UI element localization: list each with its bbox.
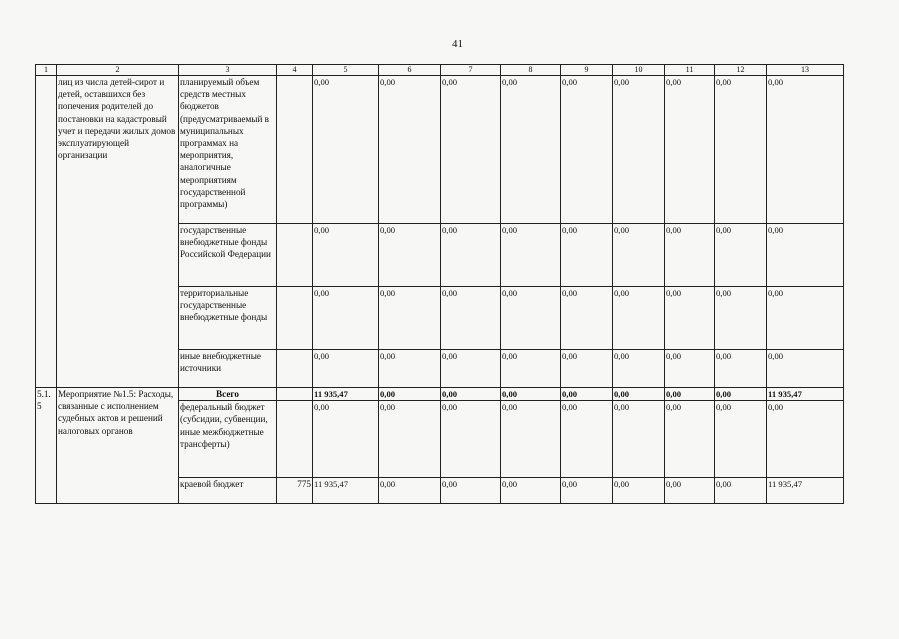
table-row — [36, 76, 844, 224]
value-cell: 0,00 — [613, 76, 665, 224]
value-cell: 0,00 — [613, 350, 665, 388]
value-cell: 0,00 — [313, 224, 379, 287]
funding-source-cell: территориальные государственные внебюджетные фонды — [179, 287, 277, 350]
value-cell: 0,00 — [379, 478, 441, 504]
column-number: 6 — [379, 65, 441, 76]
value-cell: 0,00 — [613, 287, 665, 350]
value-cell: 0,00 — [767, 401, 844, 478]
value-cell: 0,00 — [501, 76, 561, 224]
value-cell: 0,00 — [715, 388, 767, 401]
value-cell: 0,00 — [313, 350, 379, 388]
value-cell: 0,00 — [613, 401, 665, 478]
table-row — [36, 388, 844, 401]
value-cell: 0,00 — [313, 76, 379, 224]
value-cell: 0,00 — [441, 388, 501, 401]
value-cell: 0,00 — [561, 287, 613, 350]
value-cell: 0,00 — [715, 287, 767, 350]
column-number: 1 — [36, 65, 57, 76]
value-cell: 0,00 — [715, 401, 767, 478]
funding-source-cell: краевой бюджет — [179, 478, 277, 504]
value-cell: 0,00 — [313, 401, 379, 478]
funding-source-cell: Всего — [179, 388, 277, 401]
value-cell: 0,00 — [665, 401, 715, 478]
row-number-cell: 5.1.5 — [36, 388, 57, 504]
measure-name-cell: Мероприятие №1.5: Расходы, связанные с исполнением судебных актов и решений налоговых органов — [57, 388, 179, 504]
budget-table — [35, 64, 844, 504]
value-cell: 0,00 — [561, 350, 613, 388]
page-number: 41 — [452, 38, 463, 50]
value-cell: 0,00 — [501, 224, 561, 287]
value-cell: 0,00 — [379, 401, 441, 478]
value-cell: 0,00 — [767, 287, 844, 350]
row-number-cell — [36, 76, 57, 388]
column-number: 13 — [767, 65, 844, 76]
value-cell: 11 935,47 — [313, 478, 379, 504]
value-cell: 0,00 — [715, 350, 767, 388]
value-cell: 0,00 — [441, 350, 501, 388]
measure-name-cell: лиц из числа детей-сирот и детей, оставшихся без попечения родителей до постановки на кадастровый учет и передачи жилых домов эксплуатирующей организации — [57, 76, 179, 388]
value-cell: 0,00 — [561, 388, 613, 401]
column-number: 10 — [613, 65, 665, 76]
column-number: 8 — [501, 65, 561, 76]
budget-code-cell — [277, 401, 313, 478]
value-cell: 0,00 — [715, 76, 767, 224]
value-cell: 0,00 — [665, 388, 715, 401]
value-cell: 11 935,47 — [313, 388, 379, 401]
value-cell: 11 935,47 — [767, 478, 844, 504]
value-cell: 0,00 — [665, 287, 715, 350]
column-number: 7 — [441, 65, 501, 76]
column-number-row — [36, 65, 844, 76]
value-cell: 0,00 — [501, 350, 561, 388]
value-cell: 0,00 — [379, 224, 441, 287]
value-cell: 0,00 — [441, 401, 501, 478]
funding-source-cell: планируемый объем средств местных бюджетов (предусматриваемый в муниципальных программах на мероприятия, аналогичные мероприятиям государственной программы) — [179, 76, 277, 224]
value-cell: 0,00 — [613, 224, 665, 287]
value-cell: 0,00 — [767, 76, 844, 224]
value-cell: 0,00 — [379, 350, 441, 388]
column-number: 2 — [57, 65, 179, 76]
value-cell: 0,00 — [441, 287, 501, 350]
column-number: 4 — [277, 65, 313, 76]
value-cell: 0,00 — [501, 478, 561, 504]
budget-code-cell — [277, 350, 313, 388]
column-number: 11 — [665, 65, 715, 76]
value-cell: 0,00 — [715, 478, 767, 504]
column-number: 12 — [715, 65, 767, 76]
value-cell: 0,00 — [379, 388, 441, 401]
budget-code-cell — [277, 388, 313, 401]
budget-code-cell — [277, 76, 313, 224]
value-cell: 0,00 — [561, 478, 613, 504]
value-cell: 0,00 — [665, 76, 715, 224]
funding-source-cell: иные внебюджетные источники — [179, 350, 277, 388]
value-cell: 0,00 — [501, 388, 561, 401]
value-cell: 11 935,47 — [767, 388, 844, 401]
value-cell: 0,00 — [613, 388, 665, 401]
column-number: 3 — [179, 65, 277, 76]
value-cell: 0,00 — [379, 287, 441, 350]
value-cell: 0,00 — [501, 287, 561, 350]
column-number: 5 — [313, 65, 379, 76]
value-cell: 0,00 — [715, 224, 767, 287]
funding-source-cell: федеральный бюджет (субсидии, субвенции, иные межбюджетные трансферты) — [179, 401, 277, 478]
value-cell: 0,00 — [561, 401, 613, 478]
value-cell: 0,00 — [767, 224, 844, 287]
value-cell: 0,00 — [613, 478, 665, 504]
budget-code-cell — [277, 287, 313, 350]
value-cell: 0,00 — [561, 224, 613, 287]
value-cell: 0,00 — [665, 478, 715, 504]
value-cell: 0,00 — [665, 224, 715, 287]
value-cell: 0,00 — [441, 478, 501, 504]
value-cell: 0,00 — [441, 224, 501, 287]
value-cell: 0,00 — [441, 76, 501, 224]
value-cell: 0,00 — [379, 76, 441, 224]
column-number: 9 — [561, 65, 613, 76]
value-cell: 0,00 — [665, 350, 715, 388]
value-cell: 0,00 — [501, 401, 561, 478]
value-cell: 0,00 — [561, 76, 613, 224]
funding-source-cell: государственные внебюджетные фонды Российской Федерации — [179, 224, 277, 287]
value-cell: 0,00 — [313, 287, 379, 350]
value-cell: 0,00 — [767, 350, 844, 388]
budget-code-cell — [277, 224, 313, 287]
budget-code-cell: 775 — [277, 478, 313, 504]
